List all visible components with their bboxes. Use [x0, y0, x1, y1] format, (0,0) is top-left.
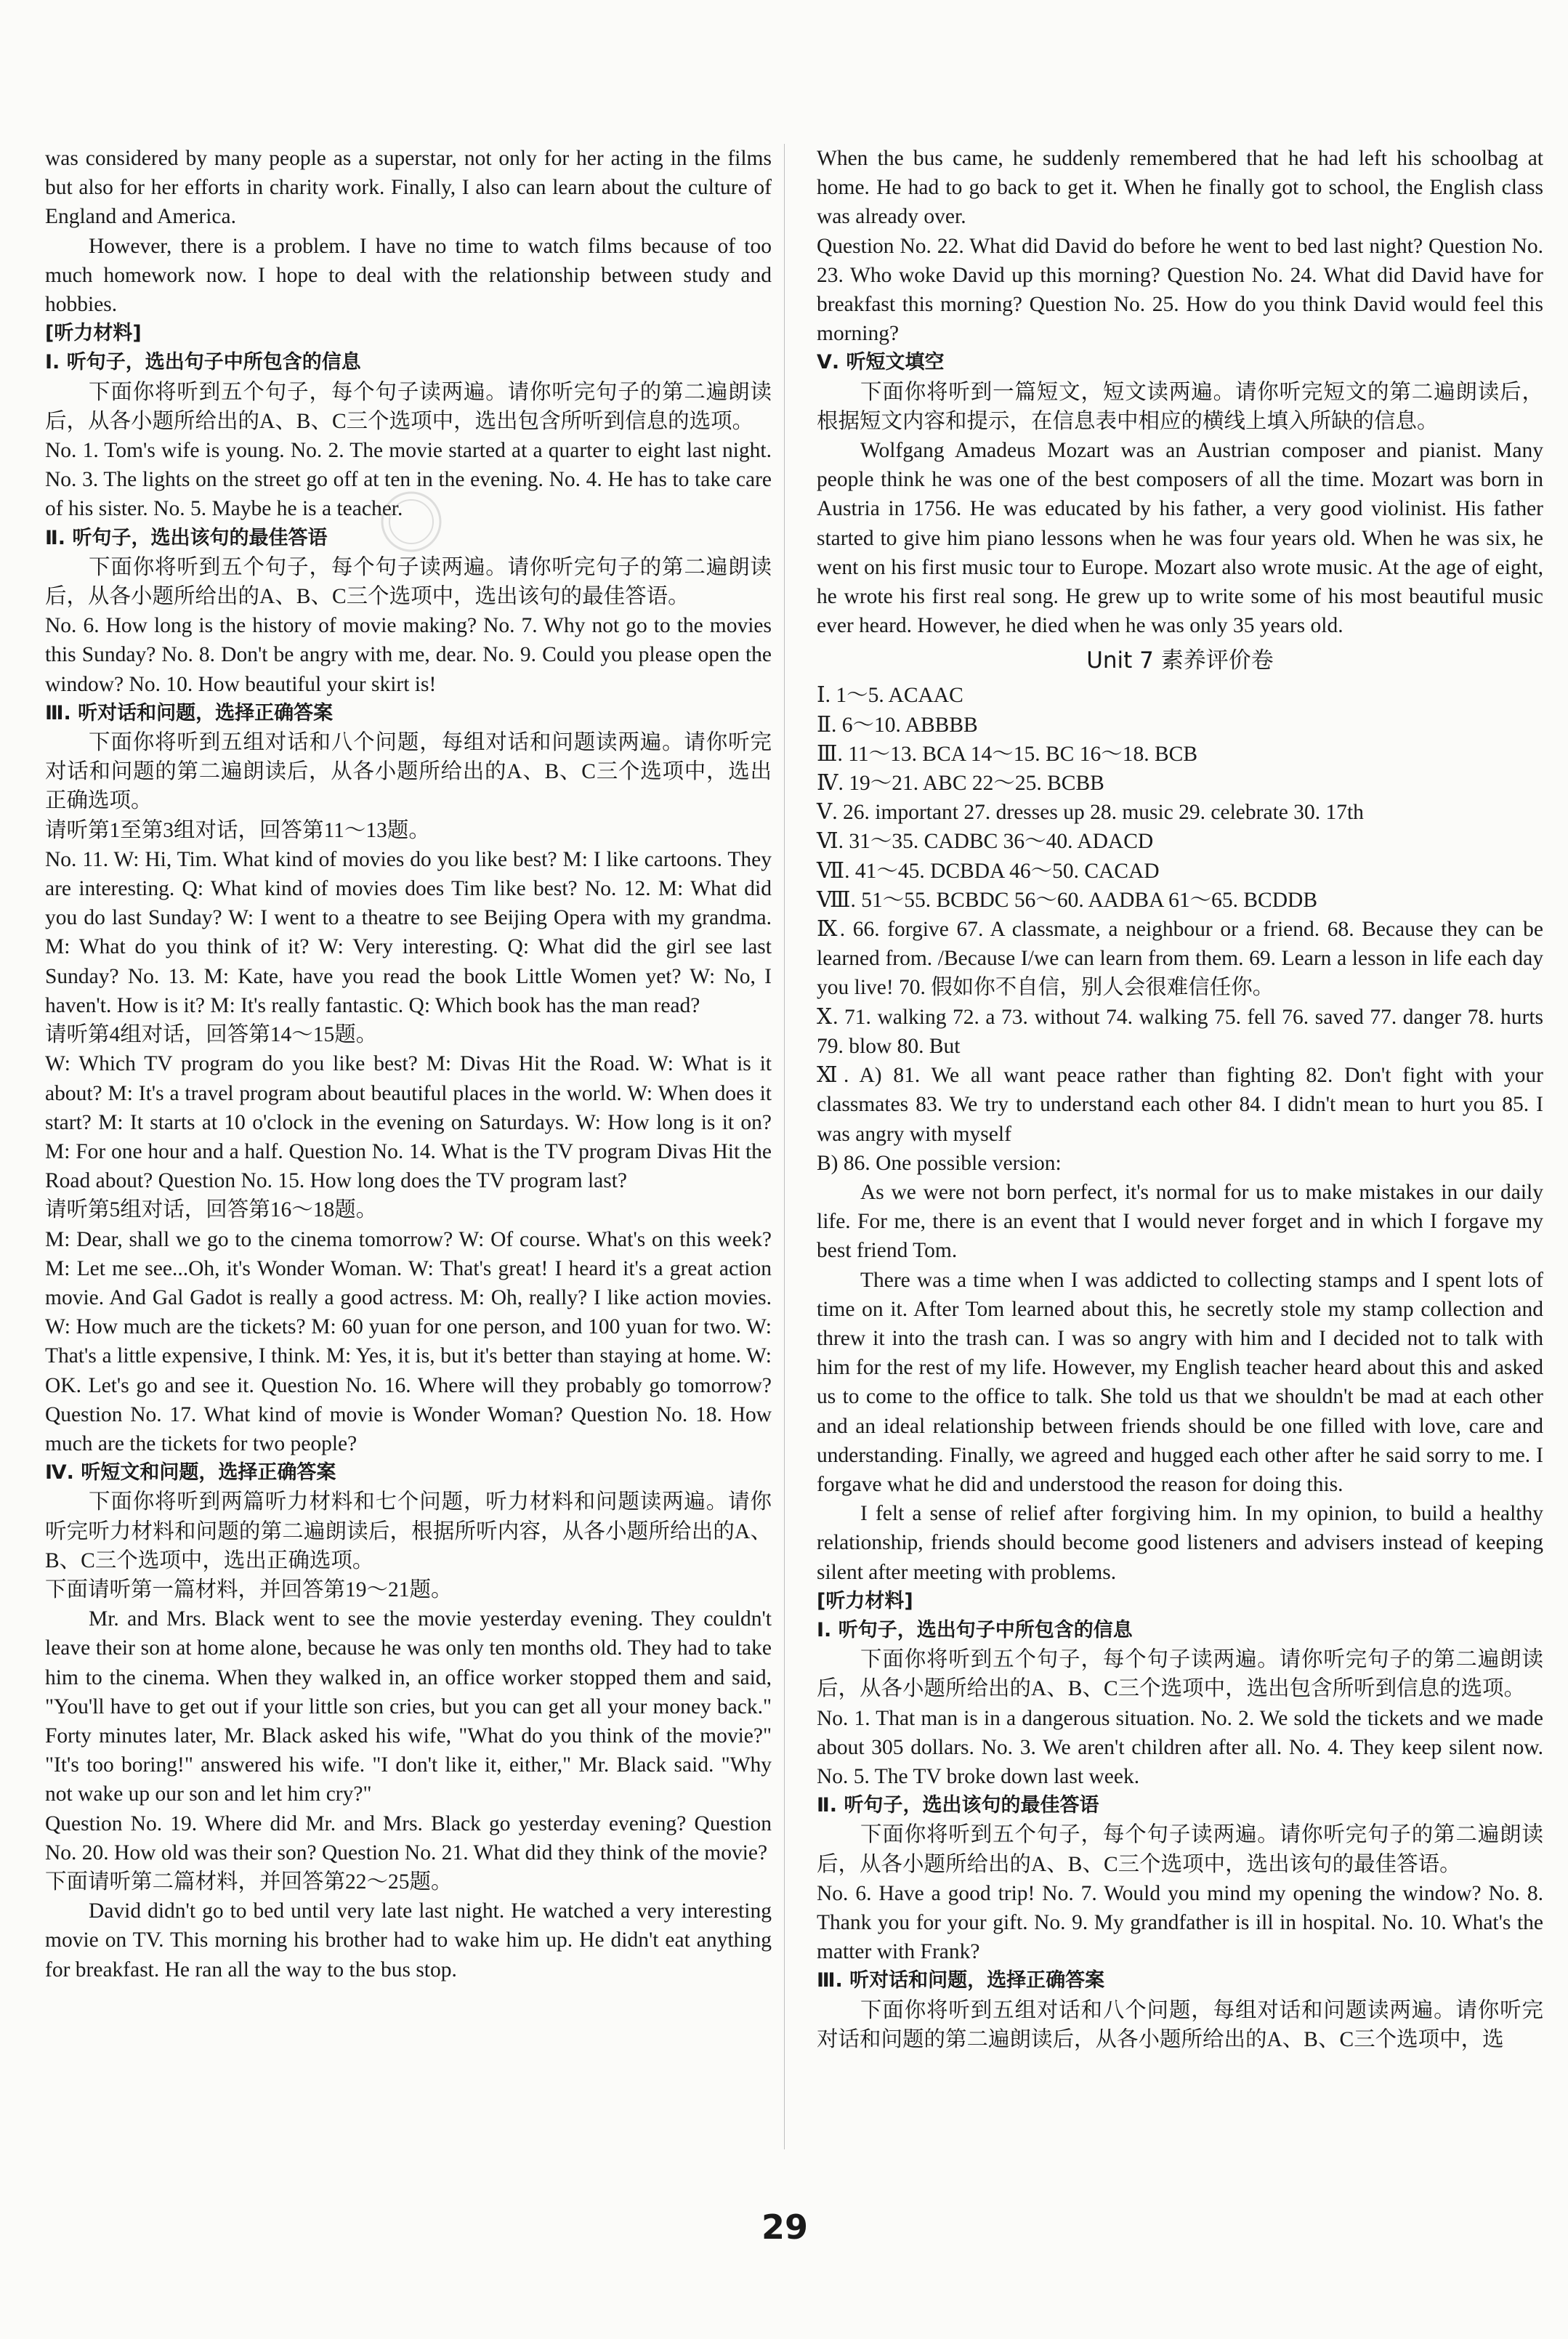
paragraph: Ⅴ. 26. important 27. dresses up 28. music 29. celebrate 30. 17th — [817, 801, 1364, 825]
paragraph: 请听第4组对话，回答第14～15题。 — [45, 1023, 378, 1047]
paragraph: When the bus came, he suddenly remembered that he had left his schoolbag at home. He had to go back to get it. When he finally got to school, the English class was already over. — [817, 147, 1543, 229]
paragraph: Ⅷ. 51～55. BCBDC 56～60. AADBA 61～65. BCDDB — [817, 888, 1318, 912]
paragraph: 下面你将听到两篇听力材料和七个问题，听力材料和问题读两遍。请你听完听力材料和问题的第二遍朗读后，根据所听内容，从各小题所给出的A、B、C三个选项中，选出正确选项。 — [45, 1490, 772, 1572]
paragraph: No. 1. Tom's wife is young. No. 2. The movie started at a quarter to eight last night. No. 3. The lights on the street go off at ten in the evening. No. 4. He has to take care of his sister. No. 5. Maybe he is a teacher. — [45, 439, 772, 521]
paragraph: 下面你将听到五个句子，每个句子读两遍。请你听完句子的第二遍朗读后，从各小题所给出的A、B、C三个选项中，选出包含所听到信息的选项。 — [817, 1648, 1543, 1701]
section-heading: Ⅰ. 听句子，选出句子中所包含的信息 — [817, 1618, 1133, 1641]
paragraph: 下面你将听到五个句子，每个句子读两遍。请你听完句子的第二遍朗读后，从各小题所给出的A、B、C三个选项中，选出该句的最佳答语。 — [45, 555, 772, 609]
paragraph: was considered by many people as a superstar, not only for her acting in the films but also for her efforts in charity work. Finally, I also can learn about the culture of England and America. — [45, 147, 772, 229]
column-divider — [784, 144, 785, 2149]
left-column — [45, 144, 772, 1984]
paragraph: 下面你将听到一篇短文，短文读两遍。请你听完短文的第二遍朗读后，根据短文内容和提示，在信息表中相应的横线上填入所缺的信息。 — [817, 380, 1543, 433]
paragraph: W: Which TV program do you like best? M: Divas Hit the Road. W: What is it about? M: It's a travel program about beautiful places in the world. W: When does it start? M: It starts at 10 o'clock in the evening on Saturdays. W: How long is it on? M: For one hour and a half. Question No. 14. What is the TV program Divas Hit the Road about? Question No. 15. How long does the TV program last? — [45, 1052, 772, 1193]
paragraph: Ⅶ. 41～45. DCBDA 46～50. CACAD — [817, 859, 1160, 883]
paragraph: 下面请听第一篇材料，并回答第19～21题。 — [45, 1577, 453, 1601]
paragraph: Ⅱ. 6～10. ABBBB — [817, 713, 978, 737]
paragraph: Ⅰ. 1～5. ACAAC — [817, 684, 963, 708]
paragraph: No. 6. How long is the history of movie making? No. 7. Why not go to the movies this Sunday? No. 8. Don't be angry with me, dear. No. 9. Could you please open the window? No. 10. How beautiful your skirt is! — [45, 614, 772, 696]
section-heading: Ⅲ. 听对话和问题，选择正确答案 — [817, 1969, 1105, 1992]
section-heading: Ⅳ. 听短文和问题，选择正确答案 — [45, 1461, 336, 1484]
paragraph: Ⅺ. A) 81. We all want peace rather than fighting 82. Don't fight with your classmates 83. We try to understand each other 84. I didn't mean to hurt you 85. I was angry with myself — [817, 1064, 1543, 1146]
section-heading: [听力材料] — [45, 322, 142, 345]
section-heading: [听力材料] — [817, 1589, 913, 1612]
paragraph: No. 1. That man is in a dangerous situation. No. 2. We sold the tickets and we made about 305 dollars. No. 3. We aren't children after all. No. 4. They keep silent now. No. 5. The TV broke down last week. — [817, 1706, 1543, 1788]
paragraph: Ⅳ. 19～21. ABC 22～25. BCBB — [817, 772, 1104, 796]
paragraph: However, there is a problem. I have no time to watch films because of too much homework now. I hope to deal with the relationship between study and hobbies. — [45, 234, 772, 317]
paragraph: As we were not born perfect, it's normal for us to make mistakes in our daily life. For me, there is an event that I would never forget and in which I forgave my best friend Tom. — [817, 1180, 1543, 1263]
page-number: 29 — [761, 2207, 808, 2247]
right-column — [817, 144, 1543, 2054]
section-heading: Ⅰ. 听句子，选出句子中所包含的信息 — [45, 351, 361, 374]
paragraph: 下面你将听到五个句子，每个句子读两遍。请你听完句子的第二遍朗读后，从各小题所给出的A、B、C三个选项中，选出包含所听到信息的选项。 — [45, 380, 772, 433]
paragraph: M: Dear, shall we go to the cinema tomorrow? W: Of course. What's on this week? M: Let me see...Oh, it's Wonder Woman. W: That's great! I heard it's a great action movie. And Gal Gadot is really a good actress. M: Oh, really? I like action movies. W: How much are the tickets? M: 60 yuan for one person, and 100 yuan for two. W: That's a little expensive, I think. M: Yes, it is, but it's better than staying at home. W: OK. Let's go and see it. Question No. 16. Where will they probably go tomorrow? Question No. 17. What kind of movie is Wonder Woman? Question No. 18. How much are the tickets for two people? — [45, 1227, 772, 1455]
paragraph: Question No. 22. What did David do before he went to bed last night? Question No. 23. Who woke David up this morning? Question No. 24. What did David have for breakfast this morning? Question No. 25. How do you think David would feel this morning? — [817, 234, 1543, 346]
unit-title: Unit 7 素养评价卷 — [1086, 647, 1274, 674]
paragraph: 请听第5组对话，回答第16～18题。 — [45, 1198, 378, 1222]
paragraph: Ⅲ. 11～13. BCA 14～15. BC 16～18. BCB — [817, 742, 1198, 766]
paragraph: Ⅵ. 31～35. CADBC 36～40. ADACD — [817, 830, 1154, 854]
watermark-stamp-icon — [378, 488, 445, 555]
section-heading: Ⅱ. 听句子，选出该句的最佳答语 — [45, 526, 328, 549]
paragraph: Ⅹ. 71. walking 72. a 73. without 74. walking 75. fell 76. saved 77. danger 78. hurts 79. blow 80. But — [817, 1005, 1543, 1058]
paragraph: Question No. 19. Where did Mr. and Mrs. Black go yesterday evening? Question No. 20. How old was their son? Question No. 21. What did they think of the movie? — [45, 1811, 772, 1865]
paragraph: 下面你将听到五组对话和八个问题，每组对话和问题读两遍。请你听完对话和问题的第二遍朗读后，从各小题所给出的A、B、C三个选项中，选出正确选项。 — [45, 731, 772, 813]
paragraph: I felt a sense of relief after forgiving him. In my opinion, to build a healthy relationship, friends should become good listeners and advisers instead of keeping silent after meeting with problems. — [817, 1502, 1543, 1584]
right-column-bottom — [817, 681, 1543, 2054]
paragraph: 下面你将听到五组对话和八个问题，每组对话和问题读两遍。请你听完对话和问题的第二遍朗读后，从各小题所给出的A、B、C三个选项中，选 — [817, 1998, 1543, 2051]
paragraph: B) 86. One possible version: — [817, 1151, 1062, 1175]
paragraph: Ⅸ. 66. forgive 67. A classmate, a neighbour or a friend. 68. Because they can be learned from. /Because I/we can learn from them. 69. Learn a lesson in life each day you live! 70. 假如你不自信，别人会很难信任你。 — [817, 918, 1543, 1000]
paragraph: 请听第1至第3组对话，回答第11～13题。 — [45, 818, 430, 842]
paragraph: 下面请听第二篇材料，并回答第22～25题。 — [45, 1870, 453, 1894]
paragraph: There was a time when I was addicted to collecting stamps and I spent lots of time on it. After Tom learned about this, he secretly stole my stamp collection and threw it into the trash can. I was so angry with him and I decided not to talk with him for the rest of my life. However, my English teacher heard about this and asked us to come to the office to talk. She told us that we shouldn't be mad at each other and an ideal relationship between friends should be one filled with love, care and understanding. Finally, we agreed and hugged each other after he said sorry to me. I forgave what he did and understood the reason for doing this. — [817, 1268, 1543, 1496]
section-heading: Ⅴ. 听短文填空 — [817, 351, 945, 374]
paragraph: Mr. and Mrs. Black went to see the movie yesterday evening. They couldn't leave their son at home alone, because he was only ten months old. They had to take him to the cinema. When they walked in, an office worker stopped them and said, "You'll have to get out if your little son cries, but you can get all your money back." Forty minutes later, Mr. Black asked his wife, "What do you think of the movie?" "It's too boring!" answered his wife. "I don't like it, either," Mr. Black said. "Why not wake up our son and let him cry?" — [45, 1607, 772, 1806]
paragraph: No. 11. W: Hi, Tim. What kind of movies do you like best? M: I like cartoons. They are interesting. Q: What kind of movies does Tim like best? No. 12. M: What did you do last Sunday? W: I went to a theatre to see Beijing Opera with my grandma. M: What do you think of it? W: Very interesting. Q: What did the girl see last Sunday? No. 13. M: Kate, have you read the book Little Women yet? W: No, I haven't. How is it? M: It's really fantastic. Q: Which book has the man read? — [45, 847, 772, 1017]
paragraph: 下面你将听到五个句子，每个句子读两遍。请你听完句子的第二遍朗读后，从各小题所给出的A、B、C三个选项中，选出该句的最佳答语。 — [817, 1823, 1543, 1876]
section-heading: Ⅲ. 听对话和问题，选择正确答案 — [45, 701, 334, 724]
paragraph: Wolfgang Amadeus Mozart was an Austrian composer and pianist. Many people think he was one of the best composers of all the time. Mozart was born in Austria in 1756. He was educated by his father, a very good violinist. His father started to give him piano lessons when he was four years old. When he was six, he went on his first music tour to Europe. Mozart also wrote music. At the age of eight, he wrote his first real song. He grew up to write some of his most beautiful music ever heard. However, he died when he was only 35 years old. — [817, 439, 1543, 638]
right-column-top — [817, 144, 1543, 640]
section-heading: Ⅱ. 听句子，选出该句的最佳答语 — [817, 1794, 1099, 1817]
paragraph: No. 6. Have a good trip! No. 7. Would you mind my opening the window? No. 8. Thank you for your gift. No. 9. My grandfather is ill in hospital. No. 10. What's the matter with Frank? — [817, 1881, 1543, 1964]
paragraph: David didn't go to bed until very late last night. He watched a very interesting movie on TV. This morning his brother had to wake him up. He didn't eat anything for breakfast. He ran all the way to the bus stop. — [45, 1899, 772, 1982]
